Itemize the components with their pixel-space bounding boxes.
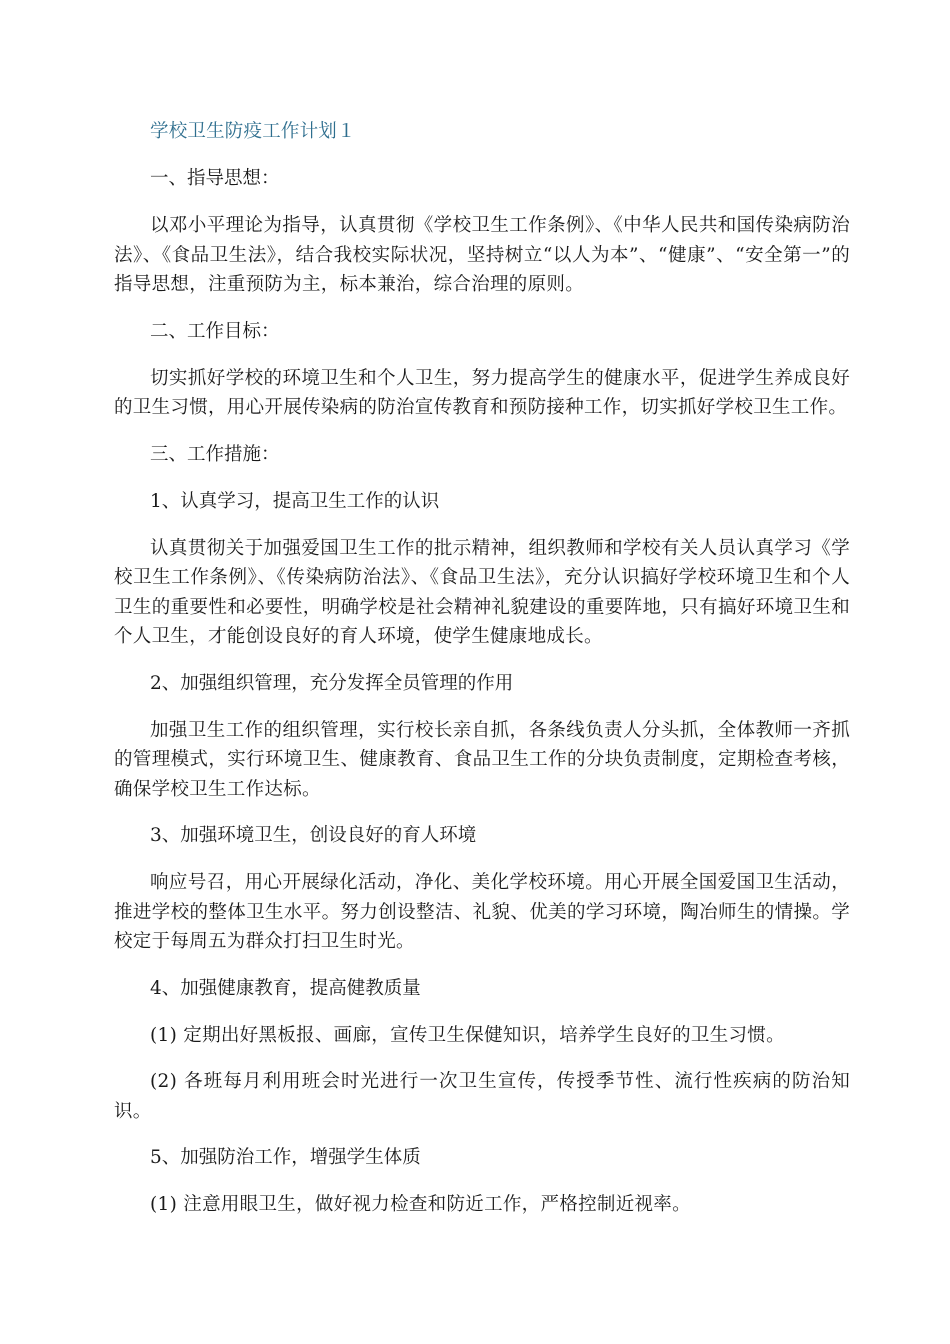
- subheading-prevention: 5、加强防治工作，增强学生体质: [150, 1147, 421, 1168]
- section-heading-work-measures: 三、工作措施：: [150, 443, 280, 465]
- paragraph-organization: 加强卫生工作的组织管理，实行校长亲自抓，各条线负责人分头抓，全体教师一齐抓的管理模式，实行环境卫生、健康教育、食品卫生工作的分块负责制度，定期检查考核，确保学校卫生工作达标。: [114, 719, 850, 800]
- subheading-study: 1、认真学习，提高卫生工作的认识: [150, 490, 440, 512]
- paragraph-guiding-ideology: 以邓小平理论为指导，认真贯彻《学校卫生工作条例》、《中华人民共和国传染病防治法》、《食品卫生法》，结合我校实际状况，坚持树立“以人为本”、“健康”、“安全第一”的指导思想，注重预防为主，标本兼治，综合治理的原则。: [114, 215, 850, 295]
- subheading-organization: 2、加强组织管理，充分发挥全员管理的作用: [150, 672, 514, 694]
- subheading-health-education: 4、加强健康教育，提高健教质量: [150, 977, 421, 999]
- paragraph-health-education-1: (1) 定期出好黑板报、画廊，宣传卫生保健知识，培养学生良好的卫生习惯。: [150, 1024, 785, 1046]
- paragraph-prevention-1: (1) 注意用眼卫生，做好视力检查和防近工作，严格控制近视率。: [150, 1194, 691, 1215]
- subheading-environment: 3、加强环境卫生，创设良好的育人环境: [150, 825, 477, 846]
- paragraph-study: 认真贯彻关于加强爱国卫生工作的批示精神，组织教师和学校有关人员认真学习《学校卫生工作条例》、《传染病防治法》、《食品卫生法》，充分认识搞好学校环境卫生和个人卫生的重要性和必要性，明确学校是社会精神礼貌建设的重要阵地，只有搞好环境卫生和个人卫生，才能创设良好的育人环境，使学生健康地成长。: [114, 537, 850, 647]
- paragraph-health-education-2: (2) 各班每月利用班会时光进行一次卫生宣传，传授季节性、流行性疾病的防治知识。: [114, 1071, 850, 1122]
- document-page: [114, 117, 850, 1237]
- paragraph-environment: 响应号召，用心开展绿化活动，净化、美化学校环境。用心开展全国爱国卫生活动，推进学校的整体卫生水平。努力创设整洁、礼貌、优美的学习环境，陶冶师生的情操。学校定于每周五为群众打扫卫生时光。: [114, 872, 850, 952]
- section-heading-work-goals: 二、工作目标：: [150, 320, 280, 342]
- paragraph-work-goals: 切实抓好学校的环境卫生和个人卫生，努力提高学生的健康水平，促进学生养成良好的卫生习惯，用心开展传染病的防治宣传教育和预防接种工作，切实抓好学校卫生工作。: [114, 367, 850, 418]
- document-title: 学校卫生防疫工作计划１: [150, 121, 356, 142]
- section-heading-guiding-ideology: 一、指导思想：: [150, 168, 280, 189]
